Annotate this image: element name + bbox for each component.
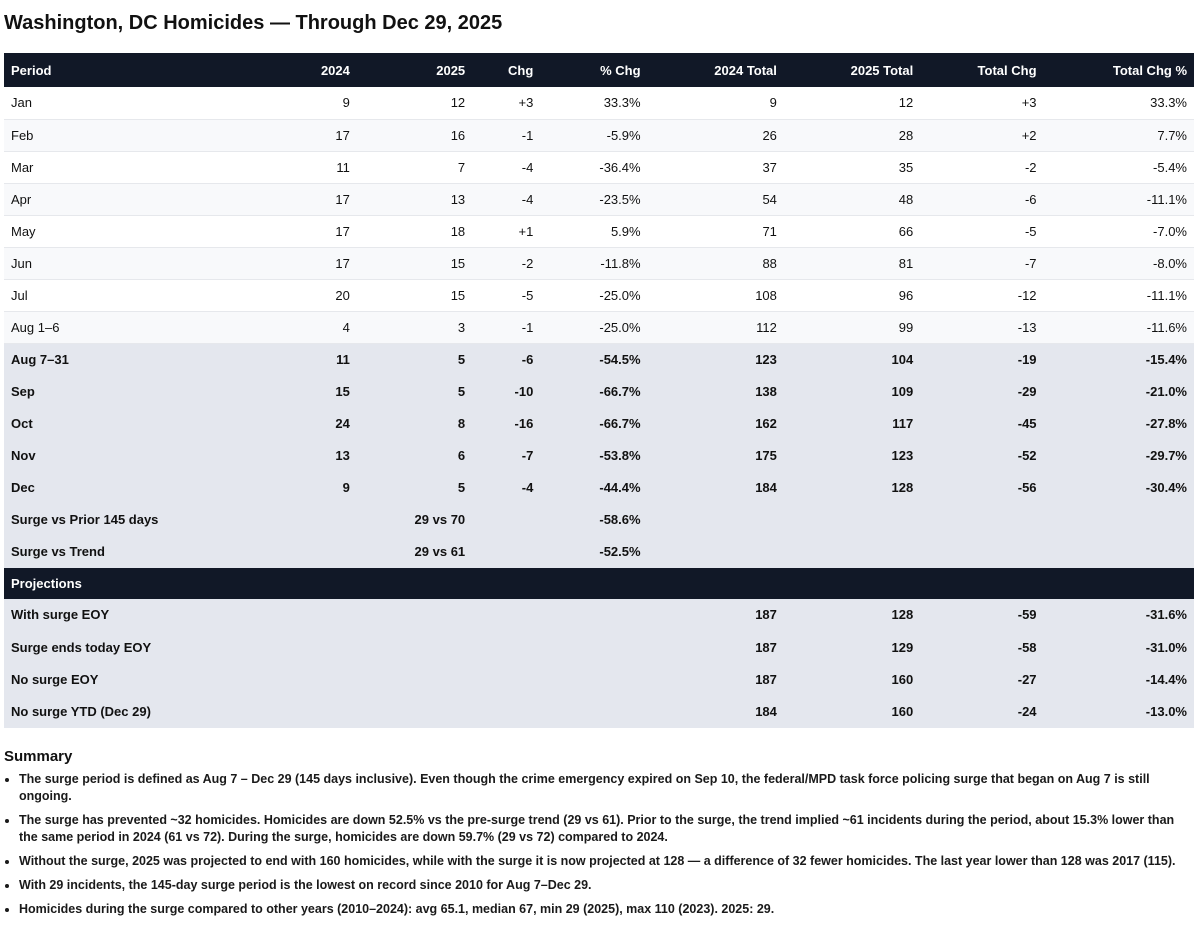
table-cell [237,631,357,663]
table-header-row [4,53,1194,87]
table-cell: -31.0% [1044,631,1194,663]
row-label: Jan [4,87,237,119]
header-2025: 2025 [357,53,472,87]
table-cell: -1 [472,311,540,343]
header-2024: 2024 [237,53,357,87]
table-cell: -5 [920,215,1043,247]
table-cell [540,695,647,727]
table-cell [472,663,540,695]
table-cell: -4 [472,183,540,215]
table-cell: 129 [784,631,920,663]
table-cell: -4 [472,151,540,183]
table-row [4,631,1194,663]
table-cell: -36.4% [540,151,647,183]
table-cell: -6 [920,183,1043,215]
table-cell [237,663,357,695]
table-cell: -11.1% [1044,183,1194,215]
table-cell: 123 [784,439,920,471]
table-cell [648,535,784,567]
table-cell: -66.7% [540,407,647,439]
table-cell: 9 [237,471,357,503]
table-body [4,87,1194,727]
table-cell: 13 [237,439,357,471]
table-cell: -54.5% [540,343,647,375]
table-row [4,183,1194,215]
table-cell: -66.7% [540,375,647,407]
table-row [4,663,1194,695]
table-row [4,599,1194,631]
table-cell: -7 [920,247,1043,279]
table-cell: -16 [472,407,540,439]
table-cell: 7 [357,151,472,183]
summary-bullet: • With 29 incidents, the 145-day surge period is the lowest on record since 2010 for Aug 7–Dec 29. [19,877,1194,894]
table-cell: 184 [648,471,784,503]
table-cell: 3 [357,311,472,343]
table-cell: 29 vs 70 [357,503,472,535]
table-cell: 15 [237,375,357,407]
table-cell: 6 [357,439,472,471]
table-cell: 7.7% [1044,119,1194,151]
table-cell: 112 [648,311,784,343]
table-cell: -23.5% [540,183,647,215]
table-cell: 187 [648,631,784,663]
table-cell: -6 [472,343,540,375]
table-cell: 29 vs 61 [357,535,472,567]
table-cell: 17 [237,215,357,247]
row-label: No surge EOY [4,663,237,695]
header-chg: Chg [472,53,540,87]
table-cell: 28 [784,119,920,151]
table-cell: -52.5% [540,535,647,567]
table-cell [1044,503,1194,535]
table-cell: -13.0% [1044,695,1194,727]
table-cell: 11 [237,151,357,183]
projections-section-row [4,567,1194,599]
table-cell: -31.6% [1044,599,1194,631]
table-cell: -56 [920,471,1043,503]
table-cell: -12 [920,279,1043,311]
table-cell: 12 [357,87,472,119]
table-cell: +2 [920,119,1043,151]
table-cell: 5 [357,375,472,407]
table-cell: -45 [920,407,1043,439]
row-label: Nov [4,439,237,471]
table-cell: -58 [920,631,1043,663]
table-cell: -19 [920,343,1043,375]
table-cell: 187 [648,599,784,631]
table-cell [472,503,540,535]
table-cell [472,631,540,663]
row-label: Aug 7–31 [4,343,237,375]
table-cell: -10 [472,375,540,407]
table-cell: +3 [472,87,540,119]
table-cell: 9 [648,87,784,119]
summary-bullet: • The surge period is defined as Aug 7 – Dec 29 (145 days inclusive). Even though the crime emergency expired on Sep 10, the federal/MPD task force policing surge that began on Aug 7 is still ongoing. [19,771,1194,805]
row-label: May [4,215,237,247]
table-cell: 54 [648,183,784,215]
table-cell: -52 [920,439,1043,471]
row-label: Surge ends today EOY [4,631,237,663]
table-row [4,215,1194,247]
table-row [4,471,1194,503]
table-cell: -13 [920,311,1043,343]
table-cell [357,695,472,727]
row-label: Jul [4,279,237,311]
table-cell: -58.6% [540,503,647,535]
table-cell: 138 [648,375,784,407]
row-label: Apr [4,183,237,215]
table-row [4,407,1194,439]
table-cell: 9 [237,87,357,119]
table-cell: 175 [648,439,784,471]
table-cell: 109 [784,375,920,407]
table-cell: -25.0% [540,311,647,343]
table-cell: 33.3% [1044,87,1194,119]
table-cell [648,503,784,535]
table-cell: -44.4% [540,471,647,503]
table-cell: 12 [784,87,920,119]
table-cell: +3 [920,87,1043,119]
table-cell: -27 [920,663,1043,695]
header-pct-chg: % Chg [540,53,647,87]
table-cell [357,599,472,631]
table-cell: 33.3% [540,87,647,119]
table-cell: 71 [648,215,784,247]
table-row [4,535,1194,567]
summary-bullet: • Without the surge, 2025 was projected to end with 160 homicides, while with the surge it is now projected at 128 — a difference of 32 fewer homicides. The last year lower than 128 was 2017 (115). [19,853,1194,870]
summary-bullet: • Homicides during the surge compared to other years (2010–2024): avg 65.1, median 67, min 29 (2025), max 110 (2023). 2025: 29. [19,901,1194,918]
table-cell: 162 [648,407,784,439]
table-cell: 8 [357,407,472,439]
table-cell: 13 [357,183,472,215]
table-cell: -11.1% [1044,279,1194,311]
projections-label: Projections [4,567,1194,599]
row-label: Surge vs Prior 145 days [4,503,237,535]
table-row [4,311,1194,343]
table-row [4,151,1194,183]
table-row [4,119,1194,151]
table-cell [1044,535,1194,567]
table-cell [357,663,472,695]
table-row [4,247,1194,279]
table-cell: 123 [648,343,784,375]
table-cell: -5.9% [540,119,647,151]
table-cell: 104 [784,343,920,375]
table-cell: 81 [784,247,920,279]
table-cell: 11 [237,343,357,375]
table-cell: 5.9% [540,215,647,247]
table-row [4,87,1194,119]
table-row [4,375,1194,407]
summary-heading: Summary [4,747,73,765]
table-cell: 96 [784,279,920,311]
table-cell: 17 [237,119,357,151]
table-cell [784,503,920,535]
table-cell: 5 [357,343,472,375]
table-cell: -7.0% [1044,215,1194,247]
table-cell: 35 [784,151,920,183]
page-title: Washington, DC Homicides — Through Dec 29, 2025 [4,12,503,34]
table-cell: -59 [920,599,1043,631]
table-cell: 128 [784,599,920,631]
table-cell [540,631,647,663]
table-cell: 37 [648,151,784,183]
table-cell: 24 [237,407,357,439]
table-cell: 26 [648,119,784,151]
summary-list [4,771,1194,918]
header-total-chg: Total Chg [920,53,1043,87]
table-cell [920,503,1043,535]
table-cell: 18 [357,215,472,247]
table-cell [472,695,540,727]
table-cell: 117 [784,407,920,439]
summary-bullet: • The surge has prevented ~32 homicides. Homicides are down 52.5% vs the pre-surge trend (29 vs 61). Prior to the surge, the trend implied ~61 incidents during the period, about 15.3% lower than the same period in 2024 (61 vs 72). During the surge, homicides are down 59.7% (29 vs 72) compared to 2024. [19,812,1194,846]
table-cell: 20 [237,279,357,311]
table-cell: 128 [784,471,920,503]
table-cell [540,599,647,631]
table-cell [920,535,1043,567]
table-cell: -29.7% [1044,439,1194,471]
table-cell: 15 [357,279,472,311]
table-cell: -7 [472,439,540,471]
table-cell: -2 [472,247,540,279]
table-cell: -5.4% [1044,151,1194,183]
header-2024-total: 2024 Total [648,53,784,87]
table-cell: -2 [920,151,1043,183]
table-cell [784,535,920,567]
table-cell: 5 [357,471,472,503]
table-cell [237,599,357,631]
table-cell: 17 [237,247,357,279]
table-cell: 66 [784,215,920,247]
table-cell: 160 [784,663,920,695]
table-row [4,279,1194,311]
table-cell: -25.0% [540,279,647,311]
table-cell: 16 [357,119,472,151]
table-cell: -5 [472,279,540,311]
row-label: Surge vs Trend [4,535,237,567]
table-cell: -29 [920,375,1043,407]
row-label: Mar [4,151,237,183]
table-cell: 15 [357,247,472,279]
table-row [4,343,1194,375]
table-cell: 99 [784,311,920,343]
table-cell: 17 [237,183,357,215]
table-cell: 4 [237,311,357,343]
table-cell: -4 [472,471,540,503]
table-cell: -24 [920,695,1043,727]
header-2025-total: 2025 Total [784,53,920,87]
row-label: Sep [4,375,237,407]
table-row [4,695,1194,727]
row-label: With surge EOY [4,599,237,631]
table-cell [237,695,357,727]
table-cell: -15.4% [1044,343,1194,375]
table-cell: -21.0% [1044,375,1194,407]
row-label: Dec [4,471,237,503]
row-label: No surge YTD (Dec 29) [4,695,237,727]
table-cell: 184 [648,695,784,727]
table-cell: -14.4% [1044,663,1194,695]
table-cell: 160 [784,695,920,727]
table-cell: 187 [648,663,784,695]
homicides-table [4,53,1194,728]
header-period: Period [4,53,237,87]
row-label: Aug 1–6 [4,311,237,343]
table-cell: 48 [784,183,920,215]
table-cell [357,631,472,663]
table-cell: -53.8% [540,439,647,471]
table-row [4,503,1194,535]
table-cell: -1 [472,119,540,151]
table-cell: -11.8% [540,247,647,279]
row-label: Oct [4,407,237,439]
table-cell: +1 [472,215,540,247]
table-cell: 88 [648,247,784,279]
table-cell: 108 [648,279,784,311]
row-label: Jun [4,247,237,279]
table-cell [237,535,357,567]
table-cell [540,663,647,695]
table-cell [237,503,357,535]
table-cell [472,535,540,567]
table-cell [472,599,540,631]
row-label: Feb [4,119,237,151]
table-cell: -8.0% [1044,247,1194,279]
header-total-chg-pct: Total Chg % [1044,53,1194,87]
table-row [4,439,1194,471]
table-cell: -27.8% [1044,407,1194,439]
table-cell: -30.4% [1044,471,1194,503]
table-cell: -11.6% [1044,311,1194,343]
